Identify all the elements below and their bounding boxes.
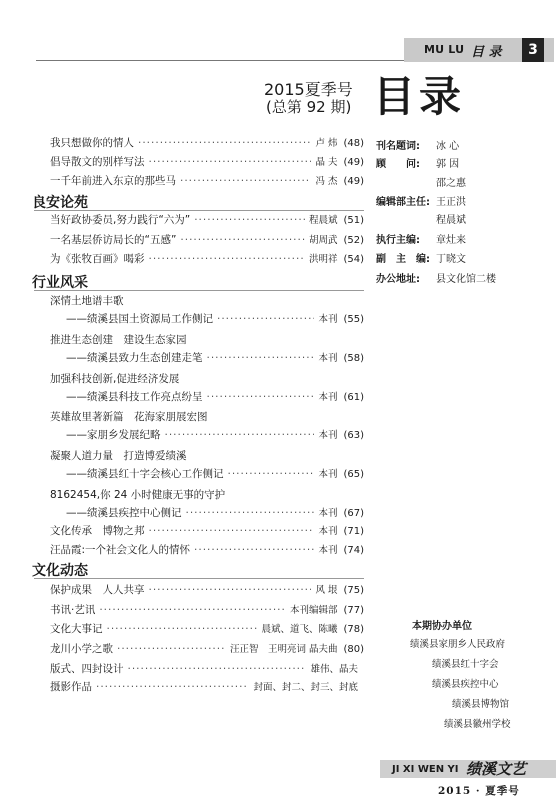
toc-row[interactable] <box>50 213 364 228</box>
toc-row[interactable] <box>50 543 364 558</box>
toc-page: (63) <box>343 430 364 441</box>
staff-row <box>376 140 459 154</box>
issue-subtitle: (总第 92 期) <box>266 98 352 116</box>
toc-author: 本刊 <box>318 526 338 537</box>
toc-row[interactable] <box>66 351 364 366</box>
footer-roman: JI XI WEN YI <box>392 764 459 775</box>
toc-row[interactable] <box>50 155 364 170</box>
toc-title: 深情土地谱丰歌 <box>50 295 124 307</box>
toc-row[interactable] <box>50 174 364 189</box>
toc-title: 摄影作品 <box>50 681 92 693</box>
toc-title: 当好政协委员,努力践行“六为” <box>50 214 191 226</box>
coop-title: 本期协办单位 <box>412 621 472 632</box>
toc-title: 倡导散文的别样写法 <box>50 156 145 168</box>
toc-leader <box>194 213 305 228</box>
staff-row <box>376 177 466 191</box>
toc-author: 本刊 <box>318 353 338 364</box>
toc-row[interactable] <box>66 390 364 405</box>
header-roman: MU LU <box>424 43 465 56</box>
toc-page: (65) <box>343 469 364 480</box>
toc-title: 英雄故里著新篇 花海家朋展宏图 <box>50 411 208 423</box>
toc-page: (67) <box>343 508 364 519</box>
toc-title: 凝聚人道力量 打造博爱绩溪 <box>50 450 187 462</box>
coop-unit: 绩溪县家朋乡人民政府 <box>410 639 506 650</box>
toc-row[interactable] <box>50 136 364 151</box>
toc-author: 本刊 <box>318 430 338 441</box>
toc-row[interactable] <box>50 449 364 464</box>
toc-title: 文化大事记 <box>50 623 103 635</box>
toc-author: 本刊 <box>318 314 338 325</box>
section-heading: 行业风采 <box>32 275 88 291</box>
toc-leader <box>217 312 314 327</box>
section-rule <box>34 210 364 211</box>
toc-author: 胡周武 <box>308 235 338 246</box>
toc-author: 洪明祥 <box>308 254 338 265</box>
coop-unit: 绩溪县博物馆 <box>452 699 510 710</box>
header-section: 目 录 <box>471 45 502 60</box>
toc-page: (74) <box>343 545 364 556</box>
toc-page: (55) <box>343 314 364 325</box>
toc-row[interactable] <box>50 372 364 387</box>
toc-author: 程晨斌 <box>308 215 338 226</box>
toc-author: 卢 炜 <box>315 138 338 149</box>
staff-value: 丁晓文 <box>436 254 466 265</box>
toc-title: ——绩溪县红十字会核心工作侧记 <box>66 468 224 480</box>
toc-row[interactable] <box>50 233 364 248</box>
toc-leader <box>149 155 312 170</box>
coop-unit: 绩溪县徽州学校 <box>444 719 511 730</box>
toc-leader <box>107 622 258 637</box>
staff-label: 办公地址: <box>376 274 420 285</box>
toc-leader <box>165 428 315 443</box>
toc-leader <box>207 351 315 366</box>
toc-title: 为《张牧百画》喝彩 <box>50 253 145 265</box>
staff-label: 刊名题词: <box>376 141 420 152</box>
toc-row[interactable] <box>50 583 364 598</box>
toc-leader <box>96 680 249 695</box>
toc-author: 风 垠 <box>315 585 338 596</box>
toc-row[interactable] <box>50 622 364 637</box>
toc-row[interactable] <box>50 642 364 657</box>
toc-row[interactable] <box>66 506 364 521</box>
toc-author: 本刊 <box>318 508 338 519</box>
toc-leader <box>149 252 305 267</box>
toc-author: 晨斌、道飞、陈曦 <box>261 624 338 635</box>
section-heading: 文化动态 <box>32 563 88 579</box>
toc-leader <box>180 233 305 248</box>
staff-row <box>376 234 466 248</box>
toc-author: 冯 杰 <box>315 176 338 187</box>
toc-page: (61) <box>343 392 364 403</box>
staff-value: 章灶来 <box>436 235 466 246</box>
toc-title: 一名基层侨访局长的“五感” <box>50 234 177 246</box>
toc-title: ——绩溪县科技工作亮点纷呈 <box>66 391 203 403</box>
staff-row <box>376 273 496 287</box>
toc-row[interactable] <box>50 603 364 618</box>
toc-leader <box>207 390 315 405</box>
toc-page: (49) <box>343 157 364 168</box>
toc-author: 本刊编辑部 <box>289 605 338 616</box>
toc-row[interactable] <box>66 312 364 327</box>
toc-title: 我只想做你的情人 <box>50 137 134 149</box>
toc-title: 推进生态创建 建设生态家园 <box>50 334 187 346</box>
toc-row[interactable] <box>50 410 364 425</box>
page-number: 3 <box>522 38 544 62</box>
toc-page: (51) <box>343 215 364 226</box>
toc-title: ——绩溪县国土资源局工作侧记 <box>66 313 213 325</box>
toc-leader <box>228 467 315 482</box>
toc-leader <box>128 662 307 677</box>
staff-value: 县文化馆二楼 <box>436 274 496 285</box>
coop-unit: 绩溪县疾控中心 <box>432 679 499 690</box>
toc-author: 汪正智 王明亮词 晶夫曲 <box>229 644 338 655</box>
staff-row <box>376 214 466 228</box>
toc-leader <box>138 136 311 151</box>
toc-author: 雄伟、晶夫 <box>310 664 358 675</box>
footer-season: 2015 · 夏季号 <box>438 785 520 797</box>
toc-row[interactable] <box>50 333 364 348</box>
toc-row[interactable] <box>50 294 364 309</box>
toc-title: 保护成果 人人共享 <box>50 584 145 596</box>
toc-leader <box>149 524 315 539</box>
toc-author: 本刊 <box>318 392 338 403</box>
toc-title: 文化传承 博物之邦 <box>50 525 145 537</box>
toc-title: ——绩溪县疾控中心侧记 <box>66 507 182 519</box>
toc-title: 一千年前进入东京的那些马 <box>50 175 176 187</box>
toc-title: 书讯·艺讯 <box>50 604 96 616</box>
toc-title: 汪品霞:一个社会文化人的情怀 <box>50 544 191 556</box>
staff-label: 副 主 编: <box>376 254 430 265</box>
toc-page: (49) <box>343 176 364 187</box>
staff-label: 执行主编: <box>376 235 420 246</box>
toc-leader <box>186 506 315 521</box>
coop-unit: 绩溪县红十字会 <box>432 659 499 670</box>
staff-row <box>376 253 466 267</box>
toc-author: 本刊 <box>318 469 338 480</box>
toc-title: ——绩溪县致力生态创建走笔 <box>66 352 203 364</box>
footer-brand: 绩溪文艺 <box>466 760 527 778</box>
staff-label: 顾 问: <box>376 159 420 170</box>
staff-value: 冰 心 <box>436 141 460 152</box>
toc-leader <box>194 543 314 558</box>
staff-value: 程晨斌 <box>436 215 466 226</box>
toc-author: 晶 夫 <box>315 157 338 168</box>
toc-row[interactable] <box>50 680 364 695</box>
toc-leader <box>99 603 286 618</box>
staff-value: 王正洪 <box>436 197 466 208</box>
toc-page: (75) <box>343 585 364 596</box>
staff-row <box>376 196 466 210</box>
toc-title: 加强科技创新,促进经济发展 <box>50 373 180 385</box>
toc-title: ——家朋乡发展纪略 <box>66 429 161 441</box>
toc-author: 封面、封二、封三、封底 <box>253 682 358 693</box>
section-rule <box>34 578 364 579</box>
toc-page: (80) <box>343 644 364 655</box>
toc-title: 版式、四封设计 <box>50 663 124 675</box>
staff-row <box>376 158 459 172</box>
toc-page: (54) <box>343 254 364 265</box>
staff-value: 郭 因 <box>436 159 460 170</box>
toc-leader <box>117 642 226 657</box>
toc-row[interactable] <box>66 467 364 482</box>
toc-row[interactable] <box>50 662 364 677</box>
toc-title: 龙川小学之歌 <box>50 643 113 655</box>
issue-title: 2015夏季号 <box>264 80 353 99</box>
toc-page: (78) <box>343 624 364 635</box>
toc-leader <box>180 174 311 189</box>
staff-value: 邵之惠 <box>436 178 466 189</box>
toc-row[interactable] <box>66 428 364 443</box>
staff-label: 编辑部主任: <box>376 197 430 208</box>
page-title: 目录 <box>373 72 466 121</box>
toc-author: 本刊 <box>318 545 338 556</box>
toc-row[interactable] <box>50 524 364 539</box>
toc-page: (77) <box>343 605 364 616</box>
toc-title: 8162454,你 24 小时健康无事的守护 <box>50 489 226 501</box>
toc-leader <box>149 583 312 598</box>
toc-page: (52) <box>343 235 364 246</box>
toc-row[interactable] <box>50 252 364 267</box>
toc-page: (58) <box>343 353 364 364</box>
section-rule <box>34 290 364 291</box>
toc-row[interactable] <box>50 488 364 503</box>
section-heading: 良安论苑 <box>32 195 88 211</box>
toc-page: (71) <box>343 526 364 537</box>
toc-page: (48) <box>343 138 364 149</box>
